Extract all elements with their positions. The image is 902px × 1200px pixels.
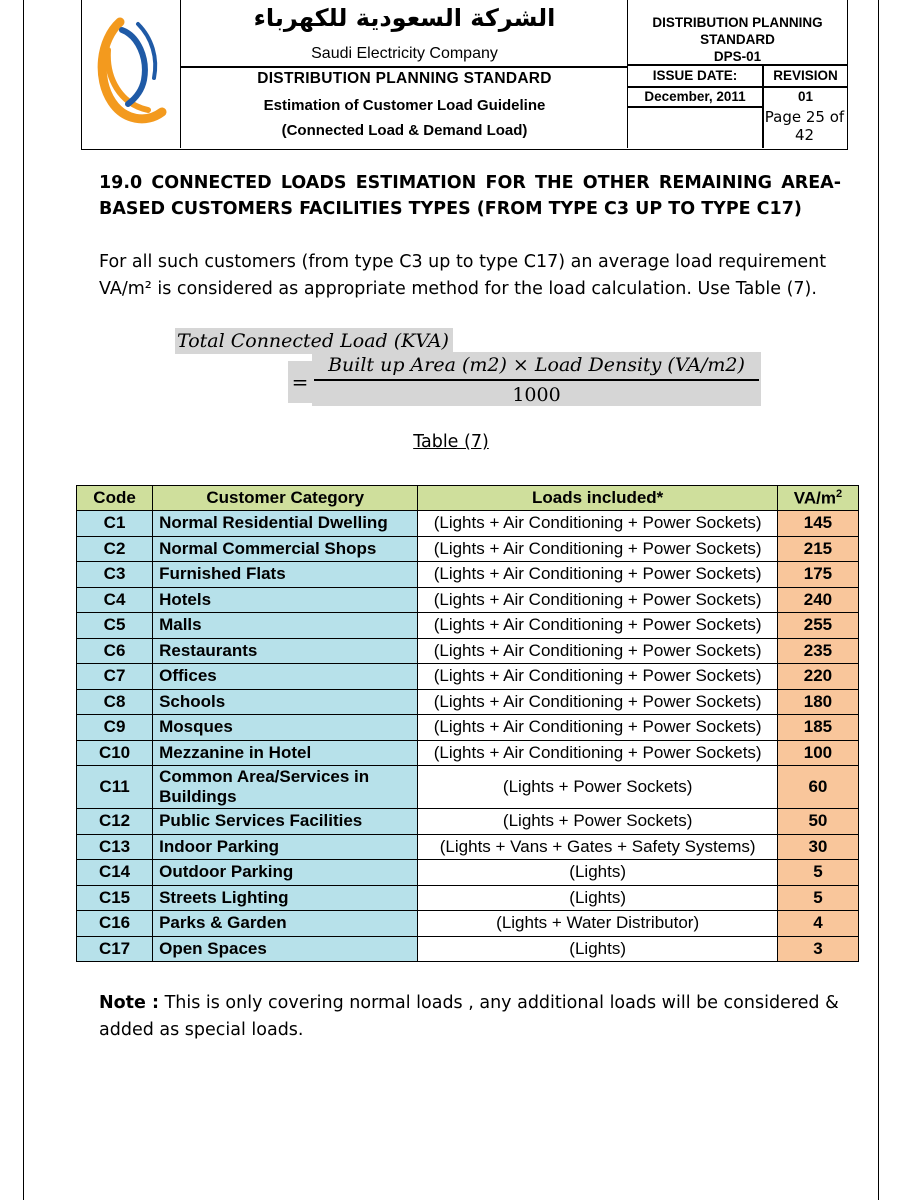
cell-code: C16 [77,911,153,937]
cell-code: C5 [77,613,153,639]
cell-category: Indoor Parking [153,834,418,860]
issue-date-label: ISSUE DATE: [652,68,738,83]
table-row [77,809,859,835]
table-row [77,689,859,715]
formula-denominator: 1000 [512,384,561,406]
cell-va: 255 [777,613,858,639]
cell-va: 50 [777,809,858,835]
document-header [81,0,848,150]
table-row [77,664,859,690]
cell-va: 235 [777,638,858,664]
cell-category: Offices [153,664,418,690]
table-row [77,834,859,860]
cell-va: 180 [777,689,858,715]
cell-code: C10 [77,740,153,766]
cell-va: 30 [777,834,858,860]
table-row [77,587,859,613]
page-number: Page 25 of 42 [764,108,845,144]
fraction-bar [314,379,759,381]
header-divider [181,66,628,68]
cell-code: C12 [77,809,153,835]
cell-loads: (Lights + Air Conditioning + Power Sockets) [418,689,777,715]
cell-code: C13 [77,834,153,860]
cell-category: Outdoor Parking [153,860,418,886]
table-row [77,613,859,639]
cell-code: C9 [77,715,153,741]
table-row [77,740,859,766]
cell-loads: (Lights + Power Sockets) [418,809,777,835]
cell-code: C4 [77,587,153,613]
cell-loads: (Lights + Power Sockets) [418,766,777,809]
formula-lhs: Total Connected Load (KVA) [175,328,453,354]
cell-loads: (Lights + Air Conditioning + Power Sockets) [418,638,777,664]
cell-va: 5 [777,885,858,911]
document-title: DISTRIBUTION PLANNING STANDARD [257,70,552,87]
cell-va: 240 [777,587,858,613]
cell-loads: (Lights + Air Conditioning + Power Sockets) [418,587,777,613]
table-row [77,715,859,741]
cell-va: 100 [777,740,858,766]
formula-fraction [312,352,761,406]
company-name-arabic: الشركة السعودية للكهرباء [253,4,556,32]
cell-loads: (Lights + Air Conditioning + Power Sockets) [418,562,777,588]
cell-category: Schools [153,689,418,715]
table-row [77,766,859,809]
revision-label: REVISION [773,68,838,83]
cell-loads: (Lights) [418,885,777,911]
company-logo-cell [82,0,181,148]
cell-code: C3 [77,562,153,588]
cell-va: 3 [777,936,858,962]
table-header-row [77,486,859,511]
cell-category: Furnished Flats [153,562,418,588]
cell-loads: (Lights + Air Conditioning + Power Sockets) [418,511,777,537]
header-title-cell [181,0,628,148]
note-label: Note : [99,993,159,1013]
section-paragraph: For all such customers (from type C3 up to type C17) an average load requirement VA/m² is considered as appropriate method for the load calculation. Use Table (7). [99,252,827,299]
cell-loads: (Lights) [418,860,777,886]
page-border-left [23,0,24,1200]
cell-category: Open Spaces [153,936,418,962]
cell-loads: (Lights) [418,936,777,962]
cell-loads: (Lights + Water Distributor) [418,911,777,937]
cell-category: Streets Lighting [153,885,418,911]
table-row [77,911,859,937]
cell-va: 220 [777,664,858,690]
page-border-right [878,0,879,1200]
meta-divider-2 [628,86,847,88]
meta-divider-3 [628,106,762,108]
revision-number: 01 [797,89,814,104]
cell-loads: (Lights + Air Conditioning + Power Sockets) [418,664,777,690]
standard-title: DISTRIBUTION PLANNING STANDARD DPS-01 [652,15,823,64]
header-meta-cell [628,0,847,148]
table-row [77,638,859,664]
note-text: This is only covering normal loads , any additional loads will be considered & added as special loads. [99,993,839,1040]
document-subtitle-2: (Connected Load & Demand Load) [281,122,528,139]
header-va: $VA/m^2$ [777,486,858,511]
cell-code: C6 [77,638,153,664]
cell-code: C1 [77,511,153,537]
table-row [77,860,859,886]
cell-category: Parks & Garden [153,911,418,937]
table-row [77,562,859,588]
cell-code: C11 [77,766,153,809]
formula-numerator: Built up Area (m2) × Load Density (VA/m2) [328,354,745,376]
header-category: Customer Category [153,486,418,511]
cell-loads: (Lights + Air Conditioning + Power Sockets) [418,536,777,562]
issue-date: December, 2011 [644,89,746,104]
cell-loads: (Lights + Air Conditioning + Power Sockets) [418,715,777,741]
cell-category: Public Services Facilities [153,809,418,835]
cell-category: Restaurants [153,638,418,664]
cell-va: 215 [777,536,858,562]
footnote [99,990,844,1044]
cell-code: C15 [77,885,153,911]
table-row [77,511,859,537]
cell-va: 185 [777,715,858,741]
cell-loads: (Lights + Air Conditioning + Power Sockets) [418,613,777,639]
cell-category: Normal Residential Dwelling [153,511,418,537]
formula-equals: = [288,361,312,403]
sec-logo-icon [82,0,181,148]
load-density-table [76,485,859,962]
document-subtitle-1: Estimation of Customer Load Guideline [263,97,546,114]
header-code: Code [77,486,153,511]
company-name-english: Saudi Electricity Company [311,45,498,62]
cell-va: 5 [777,860,858,886]
cell-code: C17 [77,936,153,962]
section-heading: 19.0 CONNECTED LOADS ESTIMATION FOR THE OTHER REMAINING AREA-BASED CUSTOMERS FACILITIES TYPES (FROM TYPE C3 UP TO TYPE C17) [99,173,841,219]
table-row [77,536,859,562]
cell-code: C8 [77,689,153,715]
cell-va: 60 [777,766,858,809]
cell-category: Hotels [153,587,418,613]
cell-category: Common Area/Services in Buildings [153,766,418,809]
cell-loads: (Lights + Air Conditioning + Power Sockets) [418,740,777,766]
cell-category: Malls [153,613,418,639]
cell-va: 175 [777,562,858,588]
table-caption: Table (7) [413,432,489,452]
table-row [77,936,859,962]
table-row [77,885,859,911]
cell-va: 145 [777,511,858,537]
cell-code: C14 [77,860,153,886]
meta-divider-1 [628,64,847,66]
cell-loads: (Lights + Vans + Gates + Safety Systems) [418,834,777,860]
cell-category: Mezzanine in Hotel [153,740,418,766]
header-loads: Loads included* [418,486,777,511]
cell-code: C7 [77,664,153,690]
cell-code: C2 [77,536,153,562]
cell-category: Mosques [153,715,418,741]
cell-va: 4 [777,911,858,937]
cell-category: Normal Commercial Shops [153,536,418,562]
